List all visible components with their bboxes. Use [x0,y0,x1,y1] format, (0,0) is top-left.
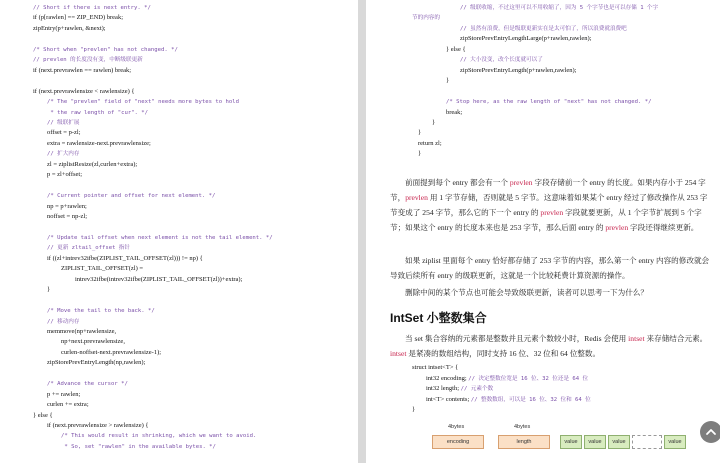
keyword-highlight: prevlen [509,178,533,187]
code-line: curlen-noffset-next.prevrawlensize-1); [61,348,162,356]
struct-line [412,364,458,372]
struct-line [426,375,588,383]
keyword-highlight: prevlen [540,208,564,217]
code-line: 节的内容的 [412,15,440,22]
chevron-up-icon [705,426,717,438]
code-line: // 移动内存 [47,318,80,325]
code-line: zipStorePrevEntryLength(p+rawlen,rawlen); [460,66,577,74]
code-line: intrev32ifbe(intrev32ifbe(ZIPLIST_TAIL_OFFSET(zl))+extra); [75,275,243,283]
code-line: if ((zl+intrev32ifbe(ZIPLIST_TAIL_OFFSET(zl))) != np) { [47,254,203,262]
text-span: 当 set 集合容纳的元素都是整数并且元素个数较小时，Redis 会使用 [405,334,629,343]
keyword-highlight: prevlen [405,193,428,202]
struct-line [426,385,493,393]
code-line: * So, set "rawlen" in the available bytes. */ [61,443,216,450]
code-line: p += rawlen; [47,390,81,398]
struct-line [426,396,591,404]
code-line: * the raw length of "cur". */ [47,109,149,116]
code-line: ZIPLIST_TAIL_OFFSET(zl) = [61,265,144,273]
paragraph-cascade-cost: 如果 ziplist 里面每个 entry 恰好都存储了 253 字节的内容，那么第一个 entry 内容的修改就会导致后续所有 entry 的级联更新，这就是一个比较耗费计算资源的操作。 [390,256,710,280]
code-line: /* The "prevlen" field of "next" needs more bytes to hold [47,99,239,106]
struct-code: } [412,406,416,413]
code-line: extra = rawlensize-next.prevrawlensize; [47,139,151,147]
encoding-cell: encoding [432,435,484,449]
code-line: break; [446,108,463,116]
value-cell: value [608,435,630,449]
text-span: 字段存储前一个 entry 的长度。如果内存小于 254 字节， [390,178,706,202]
text-span: 来存储结合元素。 [644,334,708,343]
code-line: } else { [446,45,466,53]
code-line: curlen += extra; [47,401,89,409]
code-line: zl = ziplistResize(zl,curlen+extra); [47,160,138,168]
code-line: /* Short when "prevlen" has not changed. */ [33,46,178,53]
code-line: if (p[rawlen] == ZIP_END) break; [33,14,123,22]
code-line: } [418,129,422,137]
paragraph-delete-question: 删除中间的某个节点也可能会导致级联更新，读者可以思考一下为什么？ [405,288,648,297]
ellipsis-cell [632,435,662,449]
text-span: 用 1 字节存储，否则就是 5 字节。这意味着如果某个 entry 经过了修改操作从 253 字节变成了 254 字节，那么它的下一个 entry 的 [390,193,708,217]
code-line: } [432,118,436,126]
code-line: } [47,286,51,294]
code-line: /* Advance the cursor */ [47,381,128,388]
code-line: zipStorePrevEntryLength(np,rawlen); [47,359,146,367]
code-line: noffset = np-zl; [47,213,88,220]
value-cell: value [664,435,686,449]
code-line: // prevlen 的长度没有变，中断级联更新 [33,57,143,64]
struct-code: int32 length; [426,385,461,392]
code-line: // 扩大内存 [47,151,80,158]
code-line: if (next.prevrawlen == rawlen) break; [33,66,132,74]
code-line: /* Current pointer and offset for next element. */ [47,193,216,200]
keyword-highlight: prevlen [605,223,629,232]
struct-comment: // 决定整数位宽是 16 位、32 位还是 64 位 [468,375,589,382]
code-line: } [446,77,450,85]
right-page [366,0,720,463]
value-cell: value [584,435,606,449]
section-heading-intset: IntSet 小整数集合 [390,311,487,325]
code-line: } else { [33,411,53,419]
paragraph-prevlen-cascade [390,175,715,235]
code-line: if (next.prevrawlensize > rawlensize) { [47,422,149,429]
paragraph-intset-intro [390,331,715,361]
left-page [0,0,358,463]
scroll-to-top-button[interactable] [700,421,720,443]
text-span: 是紧凑的数组结构，同时支持 16 位、32 位和 64 位整数。 [406,349,601,358]
code-line: p = zl+offset; [47,171,83,179]
struct-code: int<T> contents; [426,395,471,403]
code-line: // 级联扩展 [47,119,80,126]
text-span: 字段还得继续更新。 [628,223,699,232]
text-span: 字段就要更新，从 1 个字节扩展到 5 个字节；如果这个 entry 的长度本来也是 253 字节，那么后面 entry 的 [390,208,702,232]
code-line: // 大小没变，改个长度就可以了 [460,57,543,64]
length-cell: length [498,435,550,449]
struct-comment: // 元素个数 [460,386,494,392]
code-line: // 更新 zltail_offset 指针 [47,245,130,252]
code-line: /* Stop here, as the raw length of "next" has not changed. */ [446,99,652,106]
code-line: // Short if there is next entry. */ [33,5,151,11]
struct-line [412,406,415,414]
code-line: // 级联收缩，不过这里可以不用收缩了，因为 5 个字节也是可以存储 1 个字 [460,5,659,11]
struct-code: struct intset<T> { [412,364,459,371]
code-line: } [418,150,422,158]
byte-size-label: 4bytes [514,424,531,430]
keyword-highlight: intset [390,349,407,358]
code-line: /* Update tail offset when next element is not the tail element. */ [47,234,273,241]
code-line: np = p+rawlen; [47,202,87,210]
code-line: return zl; [418,139,442,147]
code-line: // 虽然有浪费，但是级联更新实在是太可怕了，所以浪费就浪费吧 [460,25,627,32]
code-line: memmove(np+rawlensize, [47,327,117,335]
code-line: offset = p-zl; [47,129,81,137]
code-line: /* This would result in shrinking, which we want to avoid. [61,433,257,440]
struct-code: int32 encoding; [426,374,469,382]
byte-size-label: 4bytes [448,424,465,430]
keyword-highlight: intset [628,334,645,343]
value-cell: value [560,435,582,449]
code-line: zipEntry(p+rawlen, &next); [33,24,106,32]
code-line: /* Move the tail to the back. */ [47,308,155,315]
code-line: if (next.prevrawlensize < rawlensize) { [33,87,135,95]
struct-comment: // 整数数组，可以是 16 位、32 位和 64 位 [470,396,591,403]
page-gutter [358,0,366,463]
text-span: 前面提到每个 entry 都会有一个 [405,178,510,187]
code-line: zipStorePrevEntryLengthLarge(p+rawlen,rawlen); [460,35,592,43]
code-line: np+next.prevrawlensize, [61,338,125,346]
